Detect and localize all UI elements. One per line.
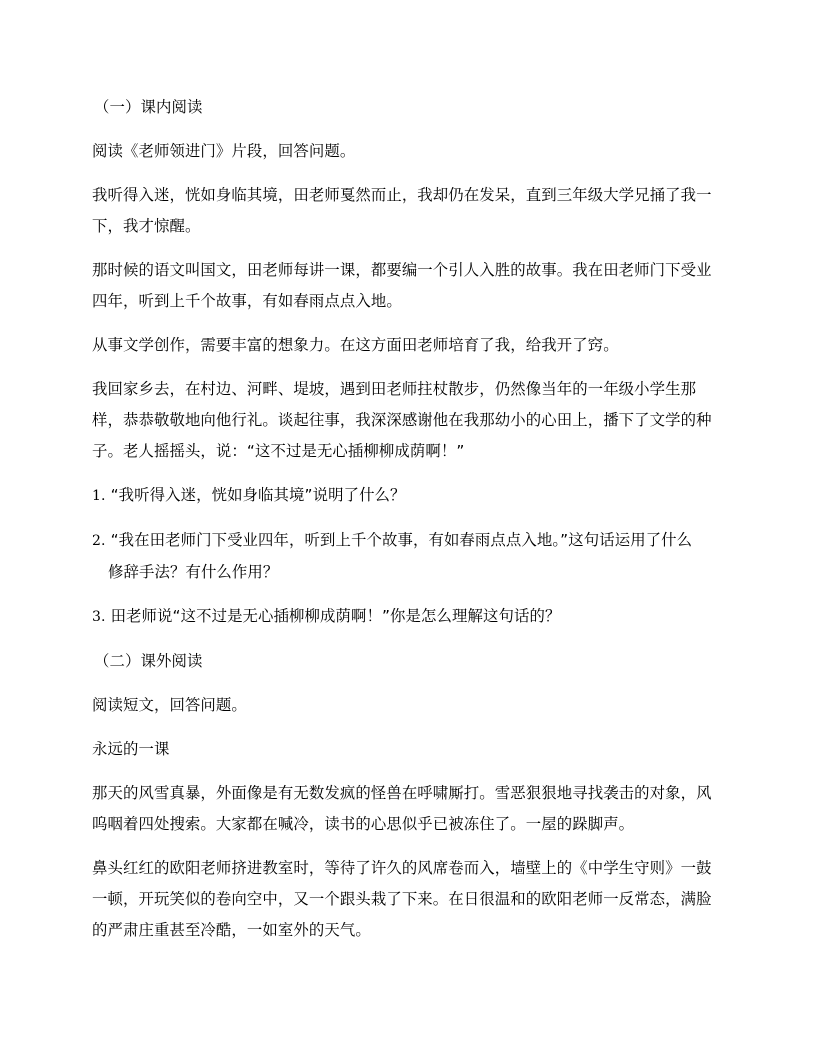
section1-heading: （一）课内阅读 [94,98,203,116]
question-number: 3. [92,609,106,625]
passage-paragraph: 我回家乡去，在村边、河畔、堤坡，遇到田老师拄杖散步，仍然像当年的一年级小学生那样，恭恭敬敬地向他行礼。谈起往事，我深深感谢他在我那幼小的心田上，播下了文学的种子。老人摇摇头，说：“这不过是无心插柳柳成荫啊！” [92,380,712,460]
document-body [92,92,724,959]
question-text: “我听得入迷，恍如身临其境”说明了什么？ [110,486,406,504]
question-2 [92,525,724,588]
section1-instruction: 阅读《老师领进门》片段，回答问题。 [92,142,356,160]
question-1 [92,480,724,512]
question-text: “我在田老师门下受业四年，听到上千个故事，有如春雨点点入地。”这句话运用了什么 [110,531,693,549]
question-number: 2. [92,533,106,549]
question-3 [92,601,724,633]
passage-paragraph: 从事文学创作，需要丰富的想象力。在这方面田老师培育了我，给我开了窍。 [92,336,619,354]
question-number: 1. [92,488,106,504]
question-text: 田老师说“这不过是无心插柳柳成荫啊！”你是怎么理解这句话的？ [110,607,561,625]
passage-paragraph: 那时候的语文叫国文，田老师每讲一课，都要编一个引人入胜的故事。我在田老师门下受业四年，听到上千个故事，有如春雨点点入地。 [92,261,712,310]
story-paragraph: 那天的风雪真暴，外面像是有无数发疯的怪兽在呼啸厮打。雪恶狠狠地寻找袭击的对象，风呜咽着四处搜索。大家都在喊冷，读书的心思似乎已被冻住了。一屋的跺脚声。 [92,784,712,833]
story-paragraph: 鼻头红红的欧阳老师挤进教室时，等待了许久的风席卷而入，墙壁上的《中学生守则》一鼓一顿，开玩笑似的卷向空中，又一个跟头栽了下来。在日很温和的欧阳老师一反常态，满脸的严肃庄重甚至冷酷，一如室外的天气。 [92,859,712,939]
passage-paragraph: 我听得入迷，恍如身临其境，田老师戛然而止，我却仍在发呆，直到三年级大学兄捅了我一下，我才惊醒。 [92,186,712,235]
question-text-continued: 修辞手法？有什么作用？ [108,563,279,581]
section2-heading: （二）课外阅读 [94,652,203,670]
section2-instruction: 阅读短文，回答问题。 [92,696,247,714]
story-title: 永远的一课 [92,740,170,758]
